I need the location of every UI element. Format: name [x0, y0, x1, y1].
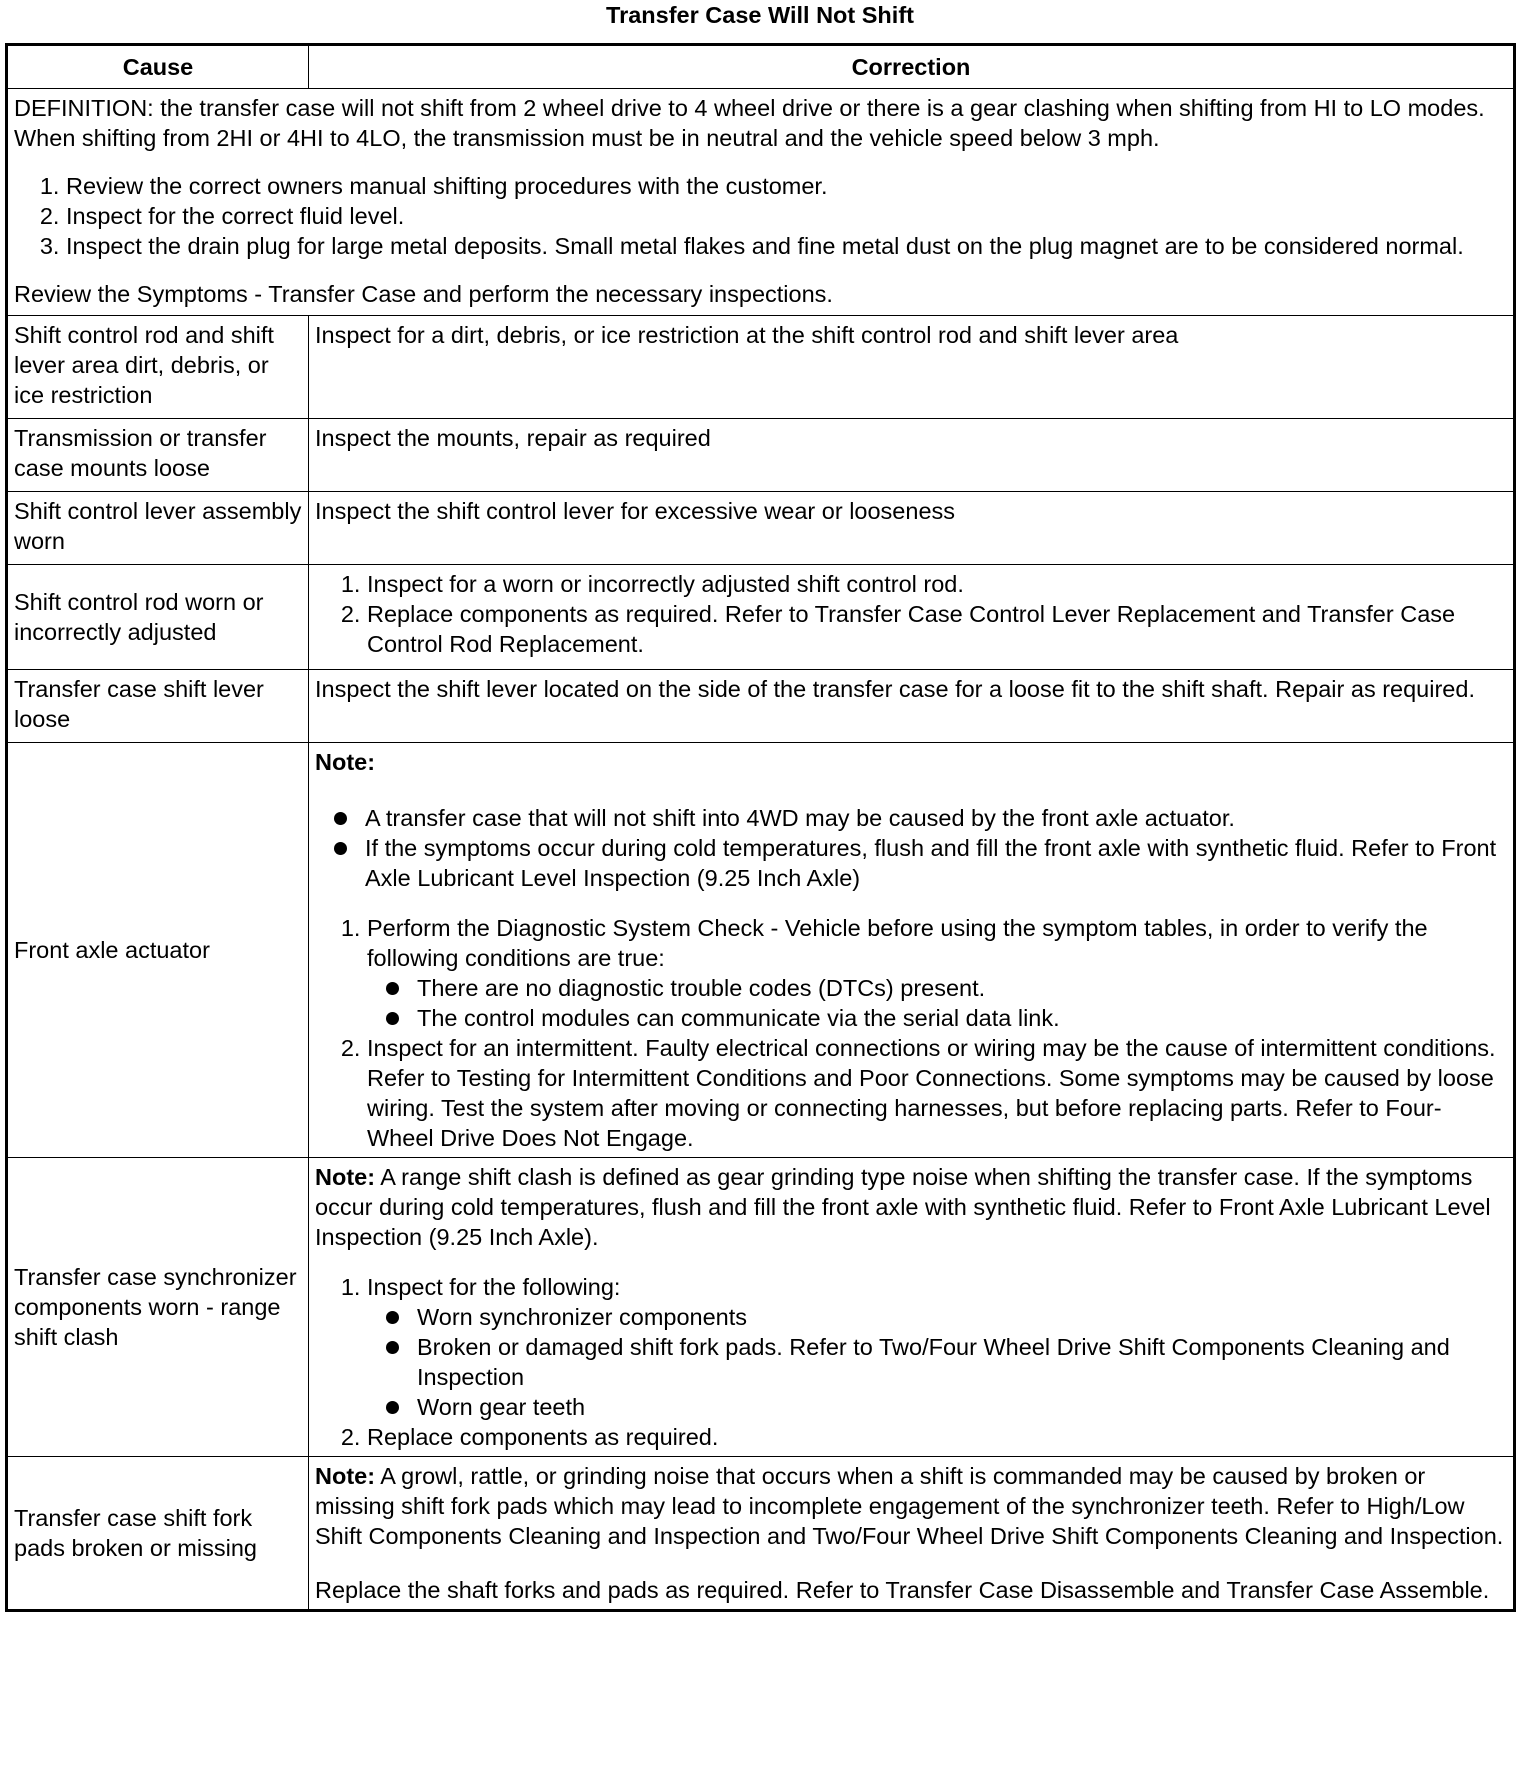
cause-cell: Shift control rod worn or incorrectly adjusted: [7, 565, 309, 670]
definition-cell: [7, 89, 1515, 316]
list-item: [367, 913, 1507, 1033]
table-row: [7, 743, 1515, 1158]
table-row: [7, 1158, 1515, 1457]
correction-text: Replace the shaft forks and pads as required. Refer to Transfer Case Disassemble and Transfer Case Assemble.: [315, 1577, 1490, 1603]
definition-footer: Review the Symptoms - Transfer Case and perform the necessary inspections.: [14, 281, 833, 307]
cause-cell: Shift control lever assembly worn: [7, 492, 309, 565]
cause-cell: Transfer case shift lever loose: [7, 670, 309, 743]
list-item: [367, 1272, 1507, 1422]
correction-cell: Inspect the mounts, repair as required: [309, 419, 1515, 492]
table-row: [7, 565, 1515, 670]
cause-cell: Shift control rod and shift lever area dirt, debris, or ice restriction: [7, 316, 309, 419]
cause-cell: Transfer case shift fork pads broken or missing: [7, 1457, 309, 1611]
list-item: 2. Replace components as required. Refer to Transfer Case Control Lever Replacement and Transfer Case Control Rod Replacement.: [367, 599, 1507, 659]
list-item: 2. Inspect for the correct fluid level.: [66, 201, 1507, 231]
definition-steps: [14, 171, 1507, 261]
note-paragraph: [315, 1461, 1507, 1551]
list-item: Broken or damaged shift fork pads. Refer to Two/Four Wheel Drive Shift Components Cleaning and Inspection: [417, 1332, 1507, 1392]
list-item: 1. Inspect for a worn or incorrectly adjusted shift control rod.: [367, 569, 1507, 599]
note-text: A range shift clash is defined as gear grinding type noise when shifting the transfer case. If the symptoms occur during cold temperatures, flush and fill the front axle with synthetic fluid. Refer to Front Axle Lubricant Level Inspection (9.25 Inch Axle).: [315, 1164, 1491, 1250]
page-title: Transfer Case Will Not Shift: [606, 2, 914, 28]
table-row: [7, 419, 1515, 492]
step-text: Inspect for the following:: [367, 1274, 621, 1300]
correction-cell: Inspect the shift lever located on the side of the transfer case for a loose fit to the shift shaft. Repair as required.: [309, 670, 1515, 743]
correction-cell: Inspect for a dirt, debris, or ice restriction at the shift control rod and shift lever area: [309, 316, 1515, 419]
list-item: A transfer case that will not shift into 4WD may be caused by the front axle actuator.: [365, 803, 1507, 833]
cause-cell: Front axle actuator: [7, 743, 309, 1158]
table-row: [7, 670, 1515, 743]
correction-cell: [309, 1457, 1515, 1611]
list-item: 1. Review the correct owners manual shifting procedures with the customer.: [66, 171, 1507, 201]
list-item: If the symptoms occur during cold temperatures, flush and fill the front axle with synthetic fluid. Refer to Front Axle Lubricant Level Inspection (9.25 Inch Axle): [365, 833, 1507, 893]
list-item: 2. Inspect for an intermittent. Faulty electrical connections or wiring may be the cause of intermittent conditions. Refer to Testing for Intermittent Conditions and Poor Connections. Some symptoms may be caused by loose wiring. Test the system after moving or connecting harnesses, but before replacing parts. Refer to Four-Wheel Drive Does Not Engage.: [367, 1033, 1507, 1153]
list-item: 2. Replace components as required.: [367, 1422, 1507, 1452]
note-label: Note:: [315, 749, 376, 775]
list-item: There are no diagnostic trouble codes (DTCs) present.: [417, 973, 1507, 1003]
note-label: Note:: [315, 1164, 376, 1190]
definition-row: [7, 89, 1515, 316]
list-item: The control modules can communicate via the serial data link.: [417, 1003, 1507, 1033]
correction-cell: Inspect the shift control lever for excessive wear or looseness: [309, 492, 1515, 565]
definition-text: DEFINITION: the transfer case will not shift from 2 wheel drive to 4 wheel drive or there is a gear clashing when shifting from HI to LO modes. When shifting from 2HI or 4HI to 4LO, the transmission must be in neutral and the vehicle speed below 3 mph.: [14, 95, 1485, 151]
table-row: [7, 1457, 1515, 1611]
note-paragraph: [315, 1162, 1507, 1252]
symptom-table: [5, 43, 1516, 1612]
table-header-row: [7, 45, 1515, 89]
note-label: Note:: [315, 1463, 376, 1489]
correction-cell: [309, 1158, 1515, 1457]
correction-cell: [309, 565, 1515, 670]
table-row: [7, 316, 1515, 419]
header-cause: Cause: [7, 45, 309, 89]
note-text: A growl, rattle, or grinding noise that occurs when a shift is commanded may be caused by broken or missing shift fork pads which may lead to incomplete engagement of the synchronizer teeth. Refer to High/Low Shift Components Cleaning and Inspection and Two/Four Wheel Drive Shift Components Cleaning and Inspection.: [315, 1463, 1504, 1549]
table-row: [7, 492, 1515, 565]
list-item: Worn synchronizer components: [417, 1302, 1507, 1332]
cause-cell: Transfer case synchronizer components worn - range shift clash: [7, 1158, 309, 1457]
list-item: 3. Inspect the drain plug for large metal deposits. Small metal flakes and fine metal dust on the plug magnet are to be considered normal.: [66, 231, 1507, 261]
header-correction: Correction: [309, 45, 1515, 89]
cause-cell: Transmission or transfer case mounts loose: [7, 419, 309, 492]
step-text: Perform the Diagnostic System Check - Vehicle before using the symptom tables, in order to verify the following conditions are true:: [367, 915, 1428, 971]
correction-cell: [309, 743, 1515, 1158]
list-item: Worn gear teeth: [417, 1392, 1507, 1422]
